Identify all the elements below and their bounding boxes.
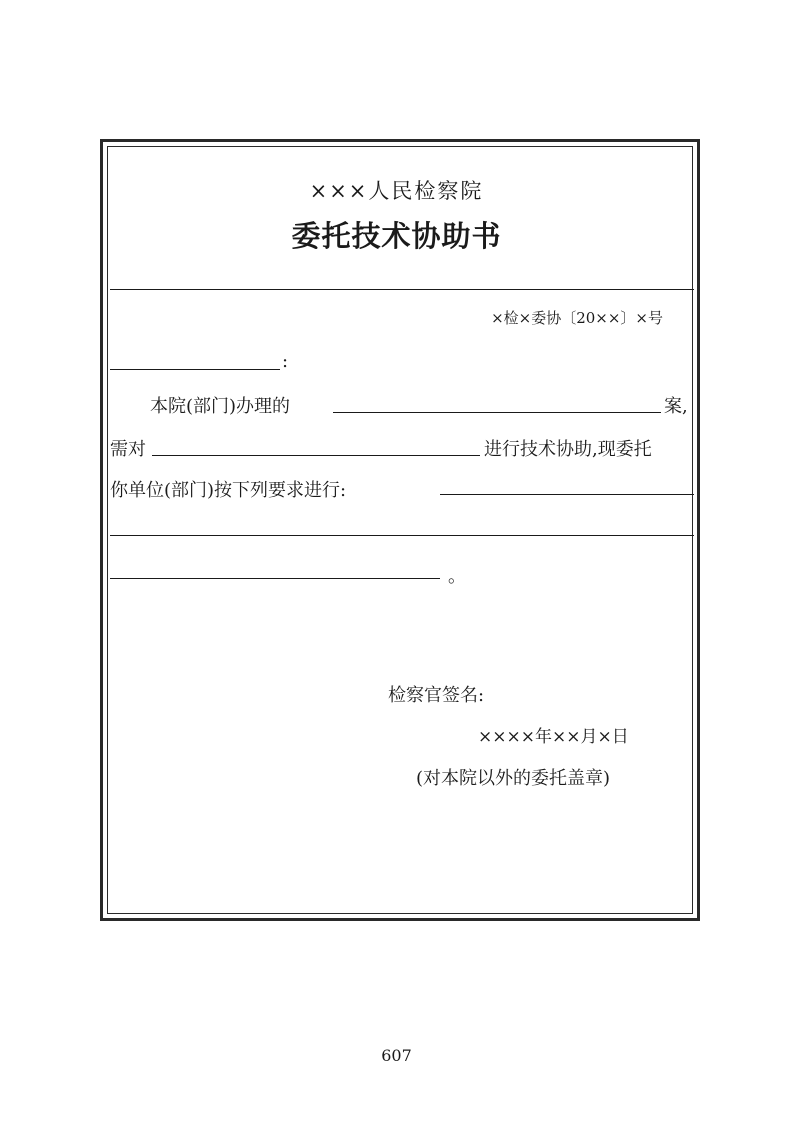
document-number: ×检×委协〔20××〕×号 [491, 309, 663, 327]
requirements-blank-1[interactable] [440, 494, 694, 495]
header-divider [110, 289, 694, 290]
page-number: 607 [381, 1046, 412, 1065]
requirements-blank-2[interactable] [110, 535, 694, 536]
seal-note: (对本院以外的委托盖章) [416, 768, 611, 789]
case-line-suffix: 案, [664, 396, 688, 417]
case-line-prefix: 本院(部门)办理的 [150, 396, 291, 417]
requirements-blank-3[interactable] [110, 578, 440, 579]
signature-date: ××××年××月×日 [478, 727, 629, 747]
prosecutor-signature-label: 检察官签名: [388, 685, 485, 706]
addressee-colon: : [282, 351, 289, 372]
addressee-blank[interactable] [110, 369, 280, 370]
document-title: 委托技术协助书 [291, 219, 502, 253]
assist-line-prefix: 需对 [110, 439, 146, 460]
requirements-line-text: 你单位(部门)按下列要求进行: [110, 480, 347, 501]
case-name-blank[interactable] [333, 412, 661, 413]
end-period: 。 [448, 566, 466, 587]
assist-line-suffix: 进行技术协助,现委托 [484, 439, 652, 460]
assist-target-blank[interactable] [152, 455, 480, 456]
document-frame-inner [107, 146, 693, 914]
document-frame [100, 139, 700, 921]
organization-name: ×××人民检察院 [309, 179, 484, 203]
